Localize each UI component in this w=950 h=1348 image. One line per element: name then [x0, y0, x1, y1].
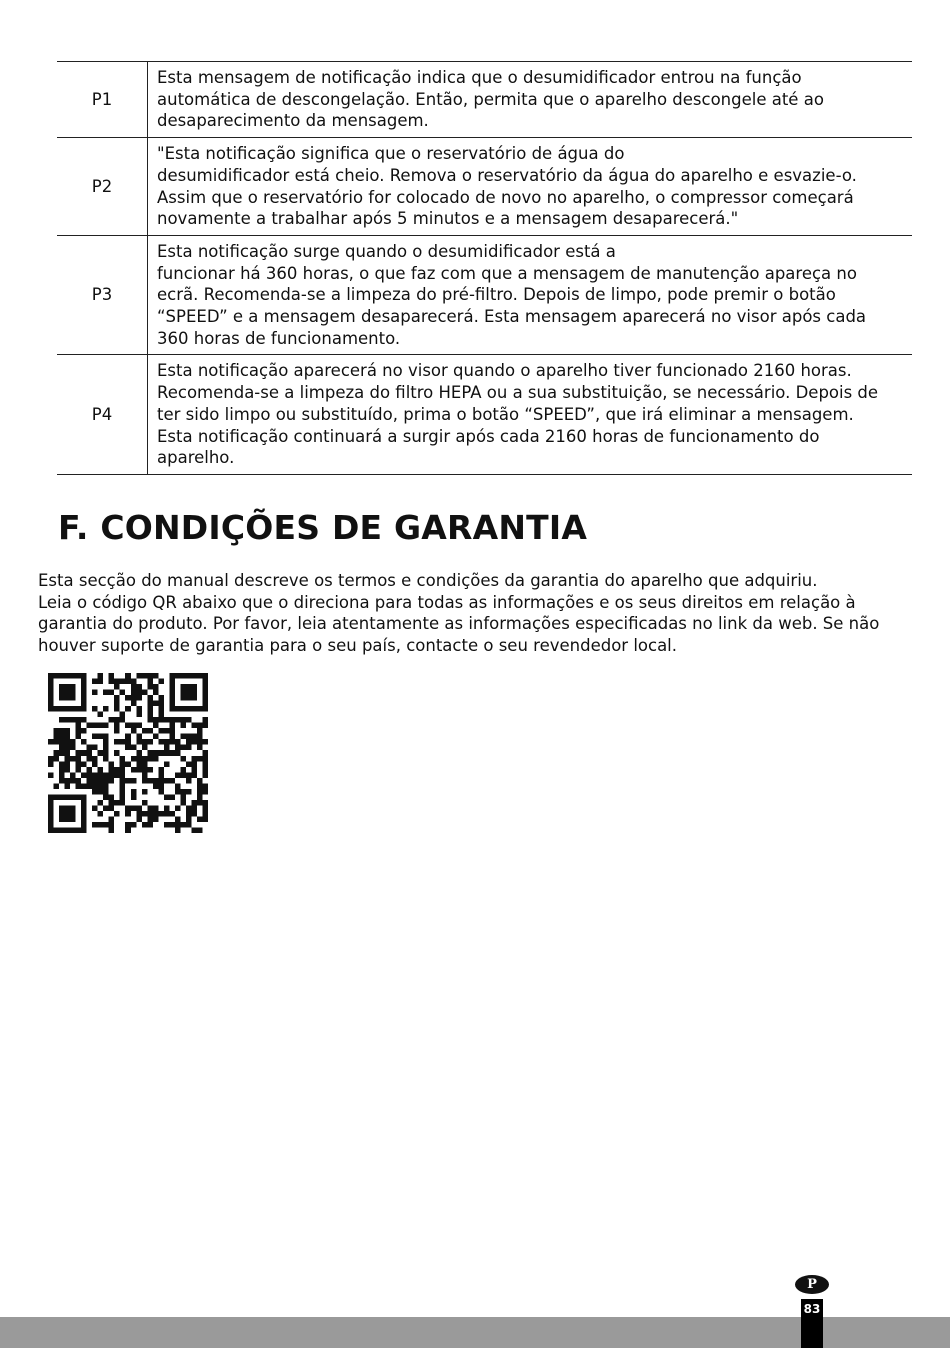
table-row	[57, 138, 912, 236]
notification-description	[148, 355, 913, 475]
table-row	[57, 355, 912, 475]
notification-code: P3	[57, 235, 148, 355]
notification-description	[148, 235, 913, 355]
description-line: Esta mensagem de notificação indica que o desumidificador entrou na função	[157, 68, 802, 87]
notification-code: P1	[57, 62, 148, 138]
paragraph-line: garantia do produto. Por favor, leia atentamente as informações especificadas no link da web. Se não	[38, 614, 880, 634]
description-line: desaparecimento da mensagem.	[157, 111, 429, 131]
table-row	[57, 235, 912, 355]
description-line: Recomenda-se a limpeza do filtro HEPA ou a sua substituição, se necessário. Depois de	[157, 383, 879, 403]
table-row	[57, 62, 912, 138]
description-line: desumidificador está cheio. Remova o reservatório da água do aparelho e esvazie-o.	[157, 165, 857, 185]
description-line: Assim que o reservatório for colocado de novo no aparelho, o compressor começará	[157, 187, 854, 207]
notification-code: P2	[57, 138, 148, 236]
notification-code: P4	[57, 355, 148, 475]
description-line: 360 horas de funcionamento.	[157, 328, 401, 348]
description-line: Esta notificação continuará a surgir após cada 2160 horas de funcionamento do	[157, 426, 820, 446]
notification-description	[148, 62, 913, 138]
qr-code-icon[interactable]	[48, 673, 208, 833]
description-line: funcionar há 360 horas, o que faz com que a mensagem de manutenção apareça no	[157, 263, 857, 283]
paragraph-line: houver suporte de garantia para o seu país, contacte o seu revendedor local.	[38, 636, 678, 656]
notification-table	[57, 61, 912, 475]
description-line: novamente a trabalhar após 5 minutos e a mensagem desaparecerá."	[157, 209, 739, 229]
description-line: Esta notificação aparecerá no visor quando o aparelho tiver funcionado 2160 horas.	[157, 361, 852, 381]
page-number: 83	[801, 1299, 823, 1348]
description-line: Esta notificação surge quando o desumidificador está a	[157, 241, 616, 261]
description-line: aparelho.	[157, 448, 235, 468]
description-line: "Esta notificação significa que o reservatório de água do	[157, 144, 625, 164]
description-line: “SPEED” e a mensagem desaparecerá. Esta mensagem aparecerá no visor após cada	[157, 307, 867, 327]
description-line: ecrã. Recomenda-se a limpeza do pré-filtro. Depois de limpo, pode premir o botão	[157, 285, 836, 305]
paragraph-line: Esta secção do manual descreve os termos e condições da garantia do aparelho que adquiriu.	[38, 571, 818, 590]
section-heading: F. CONDIÇÕES DE GARANTIA	[58, 508, 588, 547]
language-badge: P	[795, 1275, 829, 1294]
warranty-paragraph	[38, 570, 918, 657]
description-line: automática de descongelação. Então, permita que o aparelho descongele até ao	[157, 89, 824, 109]
notification-description	[148, 138, 913, 236]
paragraph-line: Leia o código QR abaixo que o direciona para todas as informações e os seus direitos em relação à	[38, 592, 856, 612]
description-line: ter sido limpo ou substituído, prima o botão “SPEED”, que irá eliminar a mensagem.	[157, 404, 854, 424]
